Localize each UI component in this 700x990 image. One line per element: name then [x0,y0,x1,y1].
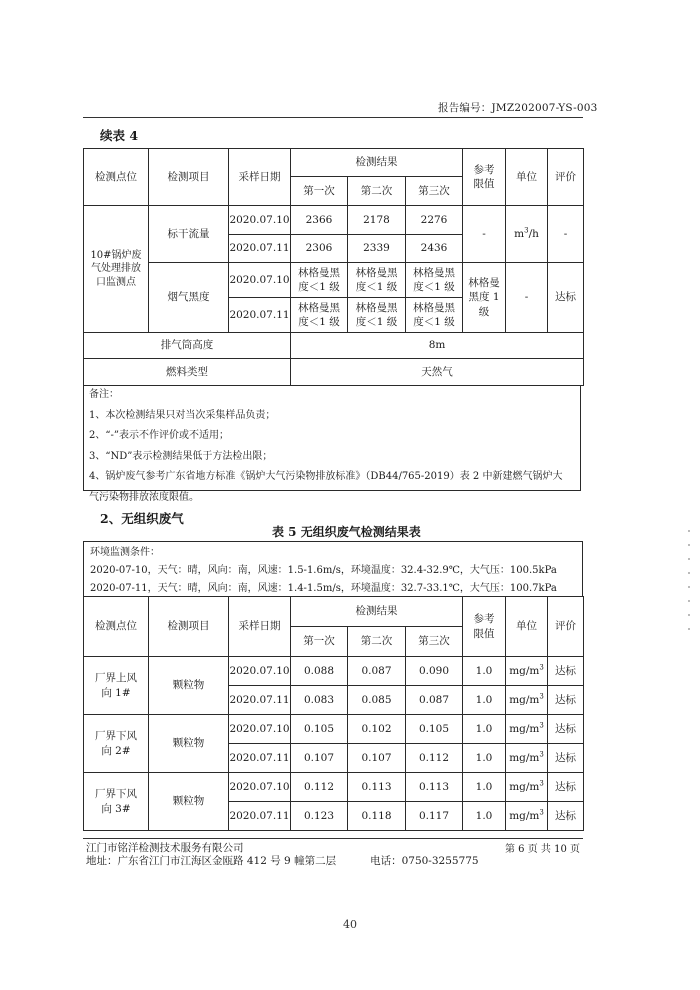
point-cell: 10#锅炉废气处理排放口监测点 [84,206,149,333]
footer-address-line [86,853,479,868]
table-row [84,206,584,235]
value-cell: 林格曼黑度＜1 级 [406,298,463,333]
unit-sup: 3 [539,750,544,759]
table5 [83,596,584,831]
report-number: 报告编号：JMZ202007-YS-003 [438,102,598,114]
value-cell: 0.113 [406,773,463,802]
eval-cell: 达标 [548,263,584,333]
unit-sup: 3 [539,663,544,672]
section-heading: 2、无组织废气 [100,511,184,526]
value-cell: 2276 [406,206,463,235]
value-cell: 2178 [348,206,406,235]
table4 [83,148,584,386]
table5-title: 表 5 无组织废气检测结果表 [272,525,421,539]
point-cell: 厂界下风向 2# [84,715,149,773]
header-item: 检测项目 [149,597,229,657]
value-cell: 0.117 [406,802,463,831]
date-cell: 2020.07.10 [229,773,291,802]
value-cell: 2366 [291,206,348,235]
unit-cell [506,206,548,263]
table-row [84,359,584,386]
limit-cell: 1.0 [463,686,506,715]
header-unit: 单位 [506,597,548,657]
unit-sup: 3 [539,779,544,788]
value-cell: 林格曼黑度＜1 级 [348,263,406,298]
footer-rule [83,838,583,839]
header-third: 第三次 [406,177,463,206]
date-cell: 2020.07.10 [229,263,291,298]
env-label: 环境监测条件： [90,547,160,558]
value-cell: 林格曼黑度＜1 级 [348,298,406,333]
header-second: 第二次 [348,177,406,206]
env-line: 2020-07-10，天气：晴，风向：南，风速：1.5-1.6m/s，环境温度：32.4-32.9℃，大气压：100.5kPa [90,565,557,576]
limit-cell: 1.0 [463,773,506,802]
table-row [84,715,584,744]
eval-cell: - [548,206,584,263]
value-cell: 林格曼黑度＜1 级 [291,298,348,333]
value-cell: 0.113 [348,773,406,802]
limit-cell: - [463,206,506,263]
footer-phone: 电话：0750-3255775 [370,855,479,867]
unit-sup: 3 [539,808,544,817]
header-eval: 评价 [548,149,584,206]
limit-cell: 1.0 [463,657,506,686]
eval-cell: 达标 [548,686,584,715]
table-row [84,333,584,359]
item-cell: 颗粒物 [149,657,229,715]
unit-cell: - [506,263,548,333]
value-cell: 0.118 [348,802,406,831]
point-cell: 厂界上风向 1# [84,657,149,715]
value-cell: 林格曼黑度＜1 级 [291,263,348,298]
limit-cell: 1.0 [463,715,506,744]
header-result: 检测结果 [291,149,463,177]
unit-base: mg/m [509,722,540,735]
unit-sup: 3 [539,692,544,701]
value-cell: 0.105 [406,715,463,744]
unit-cell [506,657,548,686]
value-cell: 0.112 [406,744,463,773]
environment-conditions [83,541,583,597]
env-line: 2020-07-11，天气：晴，风向：南，风速：1.4-1.5m/s，环境温度：32.7-33.1℃，大气压：100.7kPa [90,583,557,594]
header-item: 检测项目 [149,149,229,206]
value-cell: 0.102 [348,715,406,744]
eval-cell: 达标 [548,773,584,802]
date-cell: 2020.07.10 [229,715,291,744]
item-cell: 颗粒物 [149,773,229,831]
header-first: 第一次 [291,627,348,657]
date-cell: 2020.07.10 [229,206,291,235]
notes-box [83,385,581,503]
footer-page-info: 第 6 页 共 10 页 [505,844,580,855]
unit-tail: /h [528,227,539,240]
date-cell: 2020.07.11 [229,744,291,773]
unit-cell [506,802,548,831]
value-cell: 2339 [348,235,406,263]
note-line: 1、本次检测结果只对当次采集样品负责； [89,409,276,421]
header-rule [83,117,583,118]
value-cell: 2436 [406,235,463,263]
value-cell: 0.112 [291,773,348,802]
note-line: 气污染物排放浓度限值。 [89,491,199,503]
unit-sup: 3 [524,226,529,235]
value-cell: 0.085 [348,686,406,715]
table4-caption: 续表 4 [100,128,139,143]
limit-cell: 1.0 [463,802,506,831]
eval-cell: 达标 [548,657,584,686]
value-cell: 0.107 [348,744,406,773]
note-line: 2、“-”表示不作评价或不适用； [89,430,229,441]
note-line: 4、锅炉废气参考广东省地方标准《锅炉大气污染物排放标准》（DB44/765-2019）表 2 中新建燃气锅炉大 [89,471,563,482]
unit-base: mg/m [509,664,540,677]
header-point: 检测点位 [84,597,149,657]
footer-address: 地址：广东省江门市江海区金瓯路 412 号 9 幢第二层 [86,855,337,867]
page-number: 40 [343,918,357,931]
unit-cell [506,773,548,802]
value-cell: 0.087 [406,686,463,715]
limit-cell: 1.0 [463,744,506,773]
header-second: 第二次 [348,627,406,657]
point-cell: 厂界下风向 3# [84,773,149,831]
unit-base: m [514,227,525,240]
date-cell: 2020.07.11 [229,298,291,333]
item-cell: 颗粒物 [149,715,229,773]
unit-cell [506,744,548,773]
unit-base: mg/m [509,693,540,706]
header-limit: 参考限值 [463,597,506,657]
date-cell: 2020.07.11 [229,802,291,831]
unit-base: mg/m [509,780,540,793]
date-cell: 2020.07.11 [229,235,291,263]
unit-cell [506,715,548,744]
header-date: 采样日期 [229,597,291,657]
value-cell: 0.105 [291,715,348,744]
value-cell: 0.123 [291,802,348,831]
date-cell: 2020.07.10 [229,657,291,686]
header-limit: 参考限值 [463,149,506,206]
value-cell: 0.083 [291,686,348,715]
date-cell: 2020.07.11 [229,686,291,715]
table-row [84,657,584,686]
header-first: 第一次 [291,177,348,206]
note-line: 备注： [89,389,119,400]
limit-cell: 林格曼黑度 1 级 [463,263,506,333]
value-cell: 0.088 [291,657,348,686]
value-cell: 0.107 [291,744,348,773]
header-date: 采样日期 [229,149,291,206]
table-row [84,263,584,298]
header-third: 第三次 [406,627,463,657]
footer-company: 江门市铭洋检测技术服务有限公司 [86,842,244,854]
fuel-label: 燃料类型 [84,359,291,386]
value-cell: 2306 [291,235,348,263]
unit-base: mg/m [509,809,540,822]
stack-height-value: 8m [291,333,584,359]
unit-base: mg/m [509,751,540,764]
header-unit: 单位 [506,149,548,206]
eval-cell: 达标 [548,715,584,744]
table-row [84,773,584,802]
eval-cell: 达标 [548,802,584,831]
item-cell: 烟气黑度 [149,263,229,333]
unit-sup: 3 [539,721,544,730]
header-eval: 评价 [548,597,584,657]
eval-cell: 达标 [548,744,584,773]
value-cell: 林格曼黑度＜1 级 [406,263,463,298]
header-result: 检测结果 [291,597,463,627]
fuel-value: 天然气 [291,359,584,386]
note-line: 3、“ND”表示检测结果低于方法检出限； [89,450,273,462]
scan-artifact [688,530,690,630]
stack-height-label: 排气筒高度 [84,333,291,359]
value-cell: 0.087 [348,657,406,686]
unit-cell [506,686,548,715]
header-point: 检测点位 [84,149,149,206]
value-cell: 0.090 [406,657,463,686]
item-cell: 标干流量 [149,206,229,263]
